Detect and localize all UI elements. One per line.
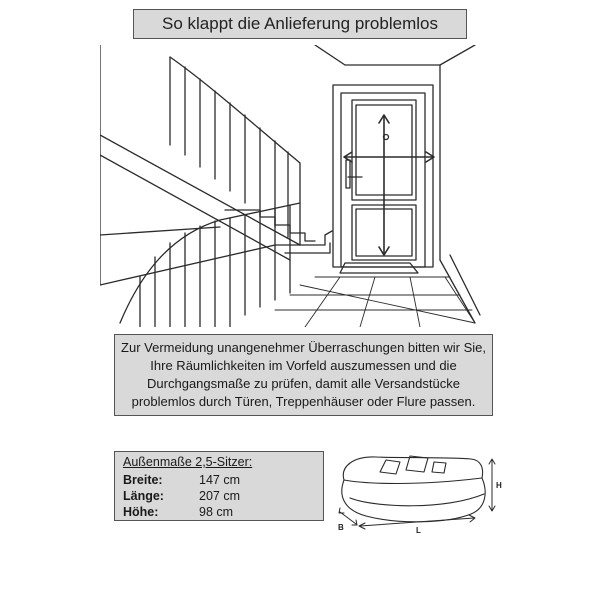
dimension-value: 98 cm: [199, 505, 234, 519]
doormat: [340, 263, 418, 273]
length-label: L: [416, 526, 421, 534]
dimensions-heading: Außenmaße 2,5-Sitzer:: [123, 455, 253, 469]
width-label: B: [338, 523, 344, 532]
dimension-row-length: [123, 488, 315, 504]
dimension-value: 147 cm: [199, 473, 240, 487]
dimension-label: Breite:: [123, 473, 163, 487]
page-title: So klappt die Anlieferung problemlos: [133, 9, 467, 39]
lower-railing: [120, 203, 300, 327]
dimension-value: 207 cm: [199, 489, 240, 503]
dimension-row-height: [123, 504, 315, 520]
door: [333, 85, 433, 267]
height-arrow: [489, 459, 495, 511]
dimensions-box: [114, 451, 324, 521]
height-label: H: [496, 481, 502, 490]
sofa-dimension-sketch: [336, 448, 506, 534]
sofa-icon: [342, 456, 485, 522]
dimension-label: Höhe:: [123, 505, 159, 519]
stairwell-door-illustration: [100, 45, 500, 327]
dimension-label: Länge:: [123, 489, 164, 503]
measurement-notice-text: Zur Vermeidung unangenehmer Überraschungen bitten wir Sie, Ihre Räumlichkeiten im Vorfeld auszumessen und die Durchgangsmaße zu prüfen, damit alle Versandstücke problemlos durch Türen, Treppenhäuser oder Flure passen.: [121, 340, 486, 409]
dimension-row-width: [123, 472, 315, 488]
measurement-notice: [114, 334, 493, 416]
floor-tiles: [275, 277, 475, 327]
staircase: [100, 135, 332, 285]
door-measure-arrows: [344, 115, 434, 255]
